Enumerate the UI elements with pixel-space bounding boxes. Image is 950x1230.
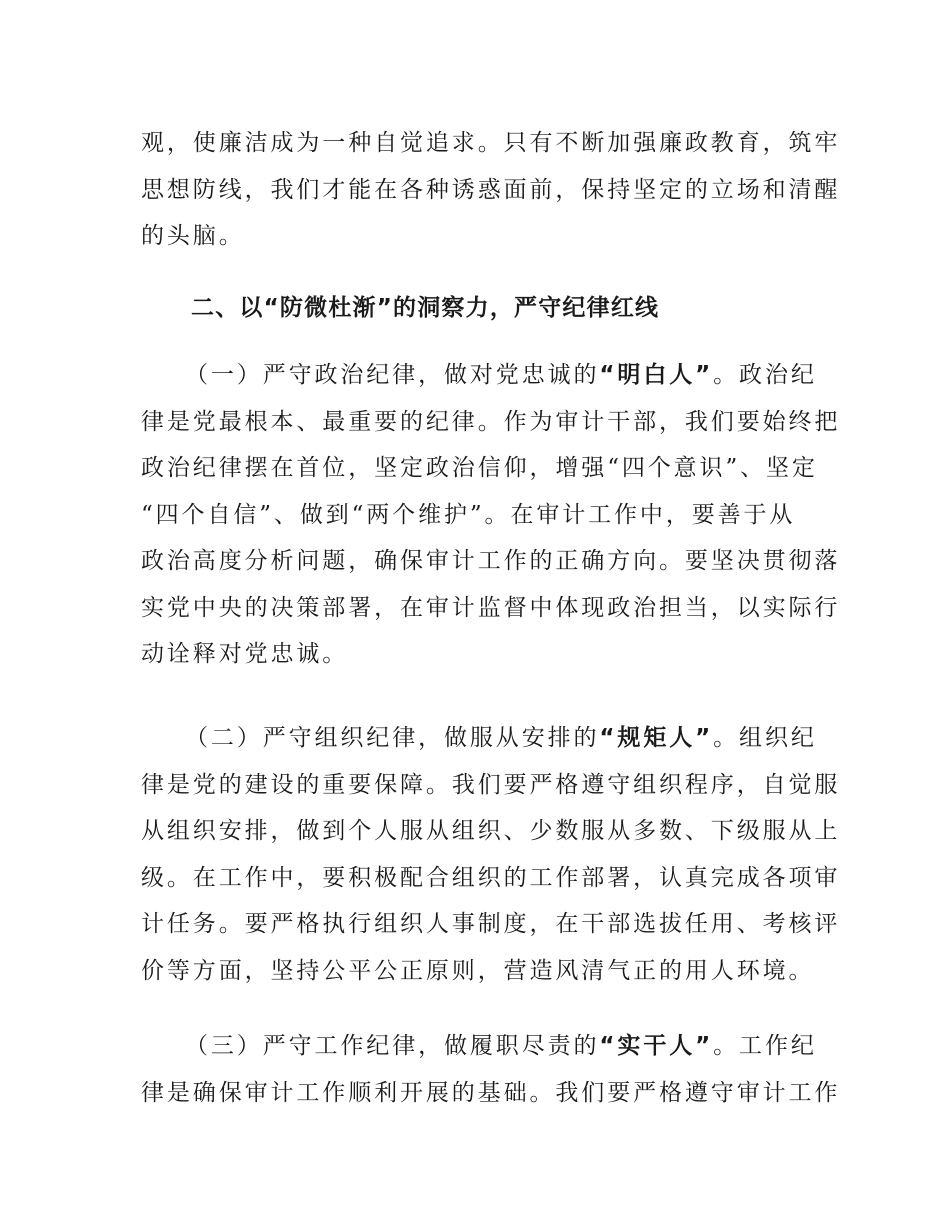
paragraph-lead-tail: 。组织纪 (713, 725, 817, 751)
paragraph-line: 计任务。要严格执行组织人事制度，在干部选拔任用、考核评 (141, 911, 841, 937)
paragraph-line: 思想防线，我们才能在各种诱惑面前，保持坚定的立场和清醒 (141, 176, 841, 203)
paragraph-lead: （一）严守政治纪律，做对党忠诚的 (185, 362, 600, 388)
paragraph-line: 律是党的建设的重要保障。我们要严格遵守组织程序，自觉服 (141, 771, 841, 798)
paragraph-line: 动诠释对党忠诚。 (141, 641, 349, 667)
emphasis-term: “规矩人” (599, 725, 714, 751)
paragraph-line: 律是确保审计工作顺利开展的基础。我们要严格遵守审计工作 (141, 1079, 841, 1106)
emphasis-term: “实干人” (599, 1033, 714, 1059)
paragraph-line: 级。在工作中，要积极配合组织的工作部署，认真完成各项审 (141, 864, 841, 891)
paragraph-line: 观，使廉洁成为一种自觉追求。只有不断加强廉政教育，筑牢 (141, 130, 841, 156)
emphasis-term: “明白人” (599, 362, 714, 388)
intro-paragraph (141, 120, 841, 260)
section-2-paragraph (141, 715, 841, 994)
paragraph-line: 政治高度分析问题，确保审计工作的正确方向。要坚决贯彻落 (141, 548, 841, 574)
paragraph-line: “四个自信”、做到“两个维护”。在审计工作中，要善于从 (141, 501, 796, 528)
paragraph-lead-tail: 。工作纪 (713, 1033, 817, 1059)
paragraph-first-line (141, 715, 817, 762)
paragraph-line: 政治纪律摆在首位，坚定政治信仰，增强“四个意识”、坚定 (141, 455, 818, 481)
section-1-paragraph (141, 352, 841, 678)
paragraph-first-line (141, 1023, 817, 1070)
paragraph-lead-tail: 。政治纪 (713, 362, 817, 388)
paragraph-line: 从组织安排，做到个人服从组织、少数服从多数、下级服从上 (141, 818, 841, 844)
paragraph-lead: （三）严守工作纪律，做履职尽责的 (185, 1033, 600, 1059)
paragraph-line: 的头脑。 (141, 223, 245, 249)
paragraph-lead: （二）严守组织纪律，做服从安排的 (185, 725, 600, 751)
paragraph-line: 实党中央的决策部署，在审计监督中体现政治担当，以实际行 (141, 594, 841, 621)
section-heading: 二、以“防微杜渐”的洞察力，严守纪律红线 (191, 295, 660, 321)
paragraph-line: 价等方面，坚持公平公正原则，营造风清气正的用人环境。 (141, 957, 815, 984)
paragraph-first-line (141, 352, 817, 399)
paragraph-line: 律是党最根本、最重要的纪律。作为审计干部，我们要始终把 (141, 408, 841, 435)
section-3-paragraph (141, 1023, 841, 1116)
